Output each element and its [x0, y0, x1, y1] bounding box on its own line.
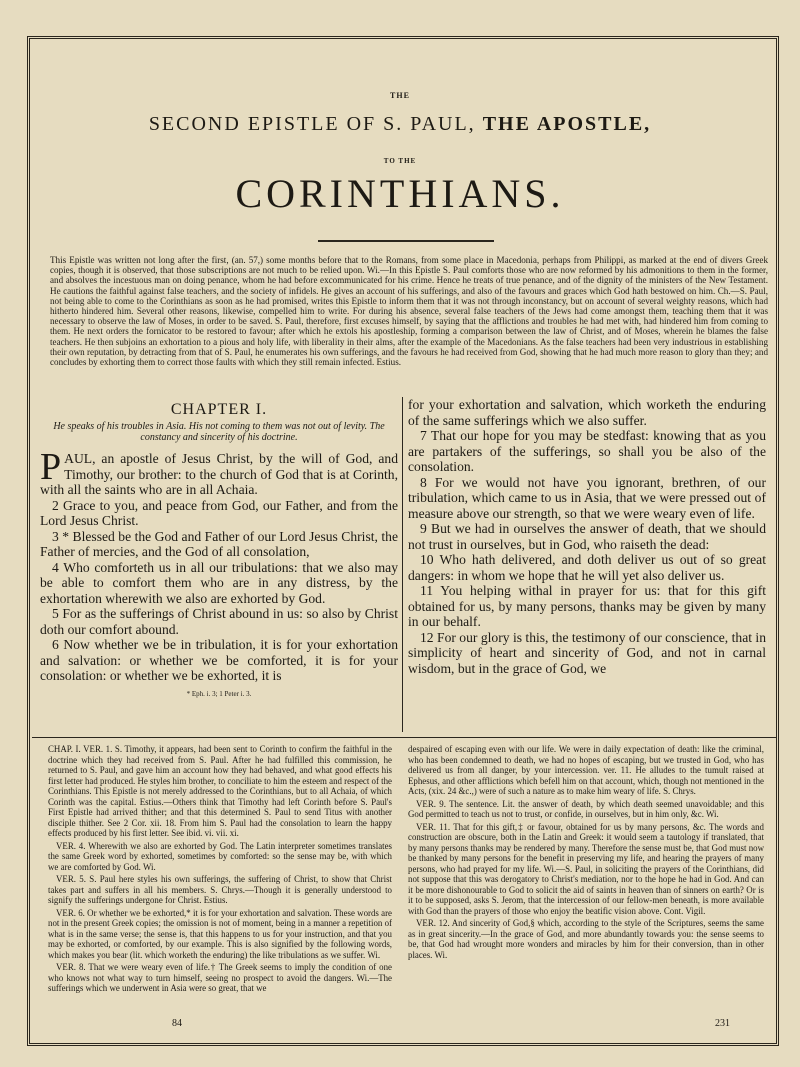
header-to-the: TO THE [383, 157, 417, 165]
verse-10: 10 Who hath delivered, and doth deliver us out of so great dangers: in whom we hope that he will yet also deliver us. [408, 552, 766, 583]
footnote-reference: * Eph. i. 3; 1 Peter i. 3. [186, 689, 252, 698]
chapter-summary: He speaks of his troubles in Asia. His not coming to them was not out of levity. The constancy and sincerity of his doctrine. [53, 421, 385, 443]
verse-1-text: AUL, an apostle of Jesus Christ, by the will of God, and Timothy, our brother: to the church of God that is at Corinth, with all the saints who are in all Achaia. [40, 451, 398, 497]
verse-5: 5 For as the sufferings of Christ abound in us: so also by Christ doth our comfort abound. [40, 606, 398, 637]
commentary-left [48, 744, 392, 996]
verse-8: 8 For we would not have you ignorant, brethren, of our tribulation, which came to us in Asia, that we were pressed out of measure above our strength, so that we were weary even of life. [408, 474, 766, 521]
commentary-right [408, 744, 764, 962]
note-paragraph: VER. 9. The sentence. Lit. the answer of death, by which death seemed unavoidable; and this God permitted to teach us not to trust, or confide, in ourselves, but in him only, &c. Wi. [408, 798, 764, 819]
verse-1 [40, 446, 398, 498]
note-paragraph: VER. 12. And sincerity of God,§ which, according to the style of the Scriptures, seems the same as in great sincerity.—In the grace of God, and more abundantly towards you: the sense seems to be, that God had wrought more wonders and miracles by him for their conversion, than in other places. Wi. [408, 918, 764, 960]
verse-3: 3 * Blessed be the God and Father of our Lord Jesus Christ, the Father of mercies, and the God of all consolation, [40, 528, 398, 559]
verse-6-continued: for your exhortation and salvation, which worketh the enduring of the same sufferings which we also suffer. [408, 397, 766, 428]
verse-6: 6 Now whether we be in tribulation, it is for your exhortation and salvation: or whether we be comforted, it is for your consolation: or whether we be exhorted, it is [40, 637, 398, 683]
note-paragraph: VER. 5. S. Paul here styles his own sufferings, the suffering of Christ, to show that Christ takes part and suffers in all his members. S. Chrys.—Though it is generally understood to signify the sufferings undergone for Christ. Estius. [48, 874, 392, 905]
header-the: THE [390, 91, 410, 100]
note-paragraph: VER. 8. That we were weary even of life.† The Greek seems to imply the condition of one who knows not what way to turn himself, seeing no prospect to avoid the dangers. Wi.—The sufferings which we underwent in Asia were so great, that we [48, 962, 392, 993]
verse-2: 2 Grace to you, and peace from God, our Father, and from the Lord Jesus Christ. [40, 497, 398, 528]
verse-11: 11 You helping withal in prayer for us: that for this gift obtained for us, by many persons, thanks may be given by many in our behalf. [408, 583, 766, 629]
notes-rule [32, 737, 776, 738]
verse-4: 4 Who comforteth us in all our tribulations: that we also may be able to comfort them who are in any distress, by the exhortation wherewith we also are exhorted by God. [40, 559, 398, 606]
preface-text: This Epistle was written not long after the first, (an. 57,) some months before that to the Romans, from some place in Macedonia, perhaps from Philippi, as marked at the end of divers Greek copies, though it is observed, that those subscriptions are not much to be relied upon. Wi.—In this Epistle S. Paul comforts those who are now reformed by his admonitions to them in the former, and absolves the incestuous man on doing penance, whom he had before excommunicated for his crime. Hence he treats of true penance, and of the dignity of the ministers of the New Testament. He cautions the faithful against false teachers, and the society of infidels. He gives an account of his sufferings, and also of the favours and graces which God hath bestowed on him. Ch.—S. Paul, not being able to come to the Corinthians as soon as he had promised, writes this Epistle to inform them that it was not through inconstancy, but on account of several weighty reasons, which had hitherto hindered him. Several other reasons, likewise, compelled him to write. For during his absence, several false teachers of the Jews had come amongst them, teaching them that it was necessary to observe the law of Moses, in order to be saved. S. Paul, therefore, first excuses himself, by saying that the afflictions and troubles he had met with, had hindered him from coming to them. He next orders the fornicator to be restored to favour; after which he extols his apostleship, forming a comparison between the law of Christ, and of Moses, wherein he blames the false teachers. He then subjoins an exhortation to a pious and holy life, with liberality in their alms, after the example of the Macedonians. As the false teachers had been very industrious in establishing their own reputation, by detracting from that of S. Paul, he enumerates his own sufferings, and the favours he had received from God, showing that he had much more reason to glory than they; and concludes by exhorting them to correct those faults with which they still remain infected. Estius. [50, 255, 768, 368]
note-paragraph: VER. 11. That for this gift,‡ or favour, obtained for us by many persons, &c. The words and construction are obscure, both in the Latin and Greek: it would seem a tautology if translated, that by many persons thanks may be rendered by many. Therefore the sense must be, that God must now be thanked by many persons for the benefit in preserving my life, and hearing the prayers of many persons, who had prayed for my life. Wi.—S. Paul, in soliciting the prayers of the Corinthians, did not suppose that this was derogatory to Christ's mediation, nor to the hope he had in God. And can it be more dishonourable to God to solicit the aid of saints in heaven than of sinners on earth? Or is it to be supposed, asks S. Jerom, that the intercession of our fellow-men beneath, is more available with God than the prayers of those who enjoy the beatific vision above. Cont. Vigil. [408, 821, 764, 916]
title-part-2: THE APOSTLE, [482, 113, 652, 135]
verse-12: 12 For our glory is this, the testimony of our conscience, that in simplicity of heart and sincerity of God, and not in carnal wisdom, but in the grace of God, we [408, 629, 766, 676]
page-number-left: 84 [172, 1018, 182, 1029]
note-paragraph: despaired of escaping even with our life. We were in daily expectation of death: like the criminal, who has been condemned to death, we had no hopes of escaping, but we trusted in God, who has delivered us from all danger, by your intercession. ver. 11. He alludes to the tumult raised at Ephesus, and other afflictions which befell him on that account, which, though not mentioned in the Acts, (xix. 24 &c.,) were of such a nature as to make him weary of life. S. Chrys. [408, 744, 764, 796]
column-divider [402, 397, 403, 732]
page-number-right: 231 [715, 1018, 730, 1029]
text-column-left [40, 397, 398, 698]
note-paragraph: VER. 6. Or whether we be exhorted,* it is for your exhortation and salvation. These words are not in the present Greek copies; the omission is not of moment, being in a manner a repetition of what is in the same verse; the sense is, that this happens to us for your instruction, and that you may be exhorted, or comforted, by our example. This is also signified by the following words, which makes you bear (lit. which worketh the enduring) the like tribulations as we suffer. Wi. [48, 907, 392, 960]
header-title [30, 113, 770, 136]
text-column-right [408, 397, 766, 676]
header-book-title: CORINTHIANS. [235, 171, 565, 216]
verse-9: 9 But we had in ourselves the answer of death, that we should not trust in ourselves, but in God, who raiseth the dead: [408, 521, 766, 552]
title-rule [318, 240, 494, 242]
title-part-1: SECOND EPISTLE OF S. PAUL, [148, 113, 483, 135]
drop-cap: P [40, 446, 62, 488]
note-paragraph: CHAP. I. VER. 1. S. Timothy, it appears, had been sent to Corinth to confirm the faithful in the doctrine which they had received from S. Paul. After he had fulfilled this commission, he returned to S. Paul, and gave him an account how they had behaved, and what good effects his first letter had produced. He styles him brother, to conciliate to him the esteem and respect of the Corinthians. This Epistle is not merely addressed to the Corinthians, but to all Achaia, of which Corinth was the capital. Estius.—Others think that Timothy had left Corinth before S. Paul's First Epistle had arrived thither; and that this determined S. Paul to send Titus with another disciple thither. See 2 Cor. xii. 18. From him S. Paul had the consolation to learn the happy effects produced by his first letter. See ibid. vi. vii. xi. [48, 744, 392, 838]
chapter-heading: CHAPTER I. [170, 401, 268, 418]
note-paragraph: VER. 4. Wherewith we also are exhorted by God. The Latin interpreter sometimes translates the same Greek word by exhorted, sometimes by comforted: so the sense may be, with which we are comforted by God. Wi. [48, 840, 392, 872]
verse-7: 7 That our hope for you may be stedfast: knowing that as you are partakers of the sufferings, so shall you be also of the consolation. [408, 428, 766, 474]
